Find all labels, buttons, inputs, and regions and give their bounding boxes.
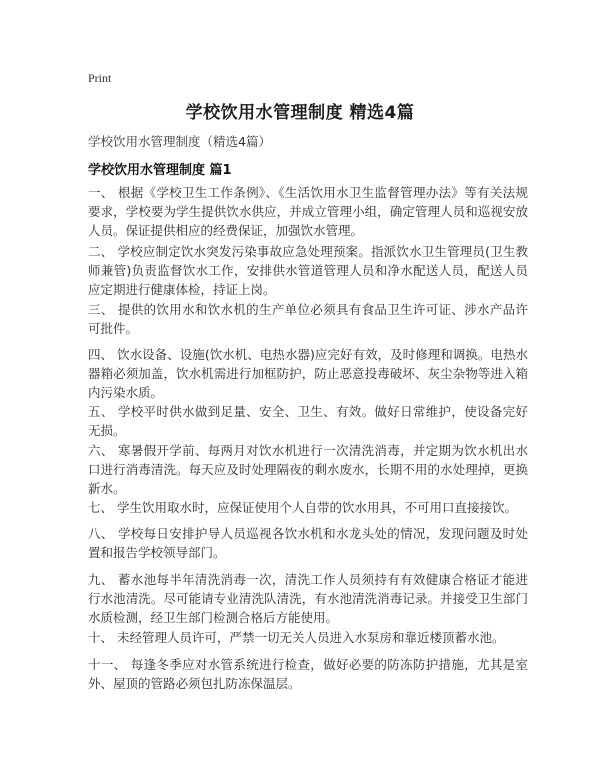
paragraph-2: 二、 学校应制定饮水突发污染事故应急处理预案。指派饮水卫生管理员(卫生教师兼管)负责监督饮水工作，安排供水管道管理人员和净水配送人员，配送人员应定期进行健康体检，持证上岗。 (88, 244, 528, 297)
section-heading: 学校饮用水管理制度 篇1 (88, 163, 232, 178)
print-link[interactable]: Print (88, 71, 112, 85)
paragraph-11: 十一、 每逢冬季应对水管系统进行检查，做好必要的防冻防护措施，尤其是室外、屋顶的管路必须包扎防冻保温层。 (88, 657, 528, 691)
page-title: 学校饮用水管理制度 精选4篇 (185, 103, 415, 123)
paragraph-9: 九、 蓄水池每半年清洗消毒一次，清洗工作人员须持有有效健康合格证才能进行水池清洗。尽可能请专业清洗队清洗，有水池清洗消毒记录。并接受卫生部门水质检测，经卫生部门检测合格后方能使用。 (88, 572, 528, 625)
paragraph-10: 十、 未经管理人员许可，严禁一切无关人员进入水泵房和靠近楼顶蓄水池。 (88, 630, 505, 645)
document-subtitle: 学校饮用水管理制度（精选4篇） (88, 134, 271, 149)
paragraph-6: 六、 寒暑假开学前、每两月对饮水机进行一次清洗消毒，并定期为饮水机出水口进行消毒清洗。每天应及时处理隔夜的剩水废水，长期不用的水处理掉，更换新水。 (88, 443, 528, 496)
paragraph-5: 五、 学校平时供水做到足量、安全、卫生、有效。做好日常维护，使设备完好无损。 (88, 404, 528, 438)
paragraph-1: 一、 根据《学校卫生工作条例》、《生活饮用水卫生监督管理办法》等有关法规要求，学校要为学生提供饮水供应，并成立管理小组，确定管理人员和巡视安放人员。保证提供相应的经费保证，加强饮水管理。 (88, 185, 528, 238)
paragraph-4: 四、 饮水设备、设施(饮水机、电热水器)应完好有效，及时修理和调换。电热水器箱必须加盖，饮水机需进行加框防护，防止恶意投毒破坏、灰尘杂物等进入箱内污染水质。 (88, 347, 528, 400)
paragraph-7: 七、 学生饮用取水时，应保证使用个人自带的饮水用具，不可用口直接接饮。 (88, 500, 517, 515)
paragraph-3: 三、 提供的饮用水和饮水机的生产单位必须具有食品卫生许可证、涉水产品许可批件。 (88, 302, 528, 336)
paragraph-8: 八、 学校每日安排护导人员巡视各饮水机和水龙头处的情况，发现问题及时处置和报告学校领导部门。 (88, 526, 528, 560)
